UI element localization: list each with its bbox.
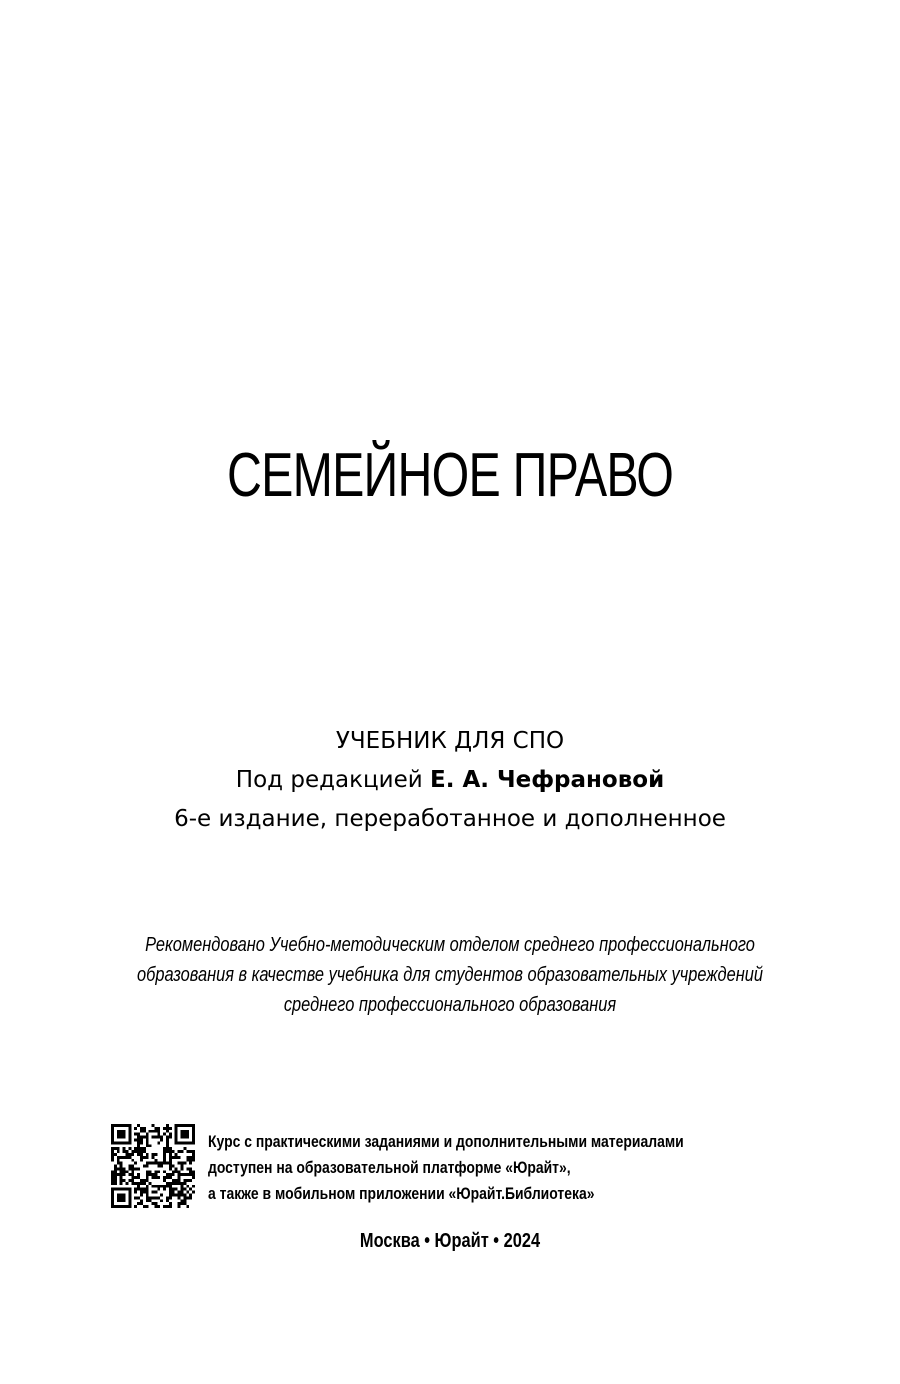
edition-line: 6-е издание, переработанное и дополненное: [174, 806, 726, 832]
recommendation-line: Рекомендовано Учебно-методическим отделом среднего профессионального: [145, 934, 755, 956]
book-type: УЧЕБНИК ДЛЯ СПО: [335, 728, 565, 754]
editor-prefix: Под редакцией: [235, 767, 423, 793]
recommendation-line: образования в качестве учебника для студентов образовательных учреждений: [136, 964, 764, 986]
course-note: [208, 1129, 749, 1207]
qr-code-icon: [111, 1124, 195, 1208]
publisher-imprint: Москва • Юрайт • 2024: [359, 1230, 541, 1252]
recommendation-line: среднего профессионального образования: [283, 994, 617, 1016]
course-note-line: Курс с практическими заданиями и дополнительными материалами: [208, 1132, 684, 1151]
course-note-line: доступен на образовательной платформе «Юрайт»,: [208, 1158, 571, 1177]
recommendation-text: [81, 930, 819, 1020]
course-note-line: а также в мобильном приложении «Юрайт.Библиотека»: [208, 1184, 595, 1203]
book-title: СЕМЕЙНОЕ ПРАВО: [226, 441, 674, 510]
editor-name: Е. А. Чефрановой: [430, 767, 665, 793]
book-subtitle-block: [0, 722, 900, 839]
editor-line: [0, 761, 900, 800]
